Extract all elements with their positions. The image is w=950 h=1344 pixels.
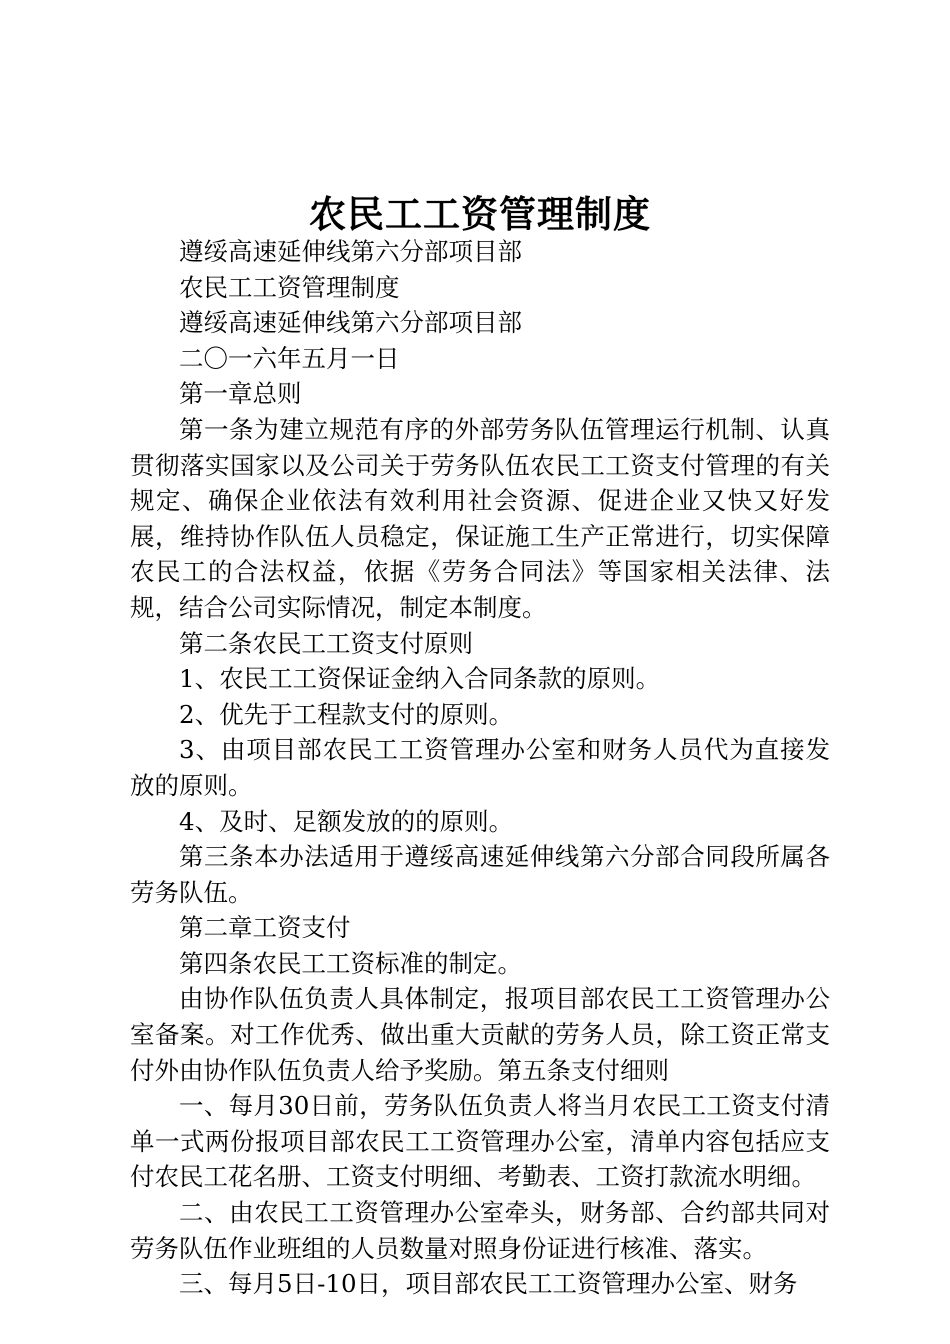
chapter-heading-2: 第二章工资支付 [179, 913, 351, 943]
principle-3: 3、由项目部农民工工资管理办公室和财务人员代为直接发放的原则。 [130, 735, 830, 800]
paragraph-issuer: 遵绥高速延伸线第六分部项目部 [179, 308, 522, 338]
principle-4: 4、及时、足额发放的的原则。 [179, 806, 514, 836]
payment-rule-1: 一、每月30日前，劳务队伍负责人将当月农民工工资支付清单一式两份报项目部农民工工资管理办公室，清单内容包括应支付农民工花名册、工资支付明细、考勤表、工资打款流水明细。 [130, 1091, 830, 1192]
paragraph-project-name: 遵绥高速延伸线第六分部项目部 [179, 237, 522, 266]
document-title: 农民工工资管理制度 [309, 192, 651, 236]
article-1: 第一条为建立规范有序的外部劳务队伍管理运行机制、认真贯彻落实国家以及公司关于劳务队伍农民工工资支付管理的有关规定、确保企业依法有效利用社会资源、促进企业又快又好发展，维持协作队伍人员稳定，保证施工生产正常进行，切实保障农民工的合法权益，依据《劳务合同法》等国家相关法律、法规，结合公司实际情况，制定本制度。 [130, 414, 830, 622]
principle-2: 2、优先于工程款支付的原则。 [179, 699, 514, 729]
article-4-body: 由协作队伍负责人具体制定，报项目部农民工工资管理办公室备案。对工作优秀、做出重大贡献的劳务人员，除工资正常支付外由协作队伍负责人给予奖励。第五条支付细则 [130, 984, 830, 1085]
paragraph-date: 二〇一六年五月一日 [179, 343, 400, 373]
document-body [130, 234, 830, 1302]
chapter-heading-1: 第一章总则 [179, 379, 302, 409]
article-2-heading: 第二条农民工工资支付原则 [179, 628, 473, 658]
article-3: 第三条本办法适用于遵绥高速延伸线第六分部合同段所属各劳务队伍。 [130, 842, 830, 907]
article-4-heading: 第四条农民工工资标准的制定。 [179, 948, 522, 978]
payment-rule-3: 三、每月5日-10日，项目部农民工工资管理办公室、财务 [179, 1269, 798, 1299]
principle-1: 1、农民工工资保证金纳入合同条款的原则。 [179, 664, 661, 694]
paragraph-subtitle: 农民工工资管理制度 [179, 272, 400, 302]
payment-rule-2: 二、由农民工工资管理办公室牵头，财务部、合约部共同对劳务队伍作业班组的人员数量对照身份证进行核准、落实。 [130, 1198, 830, 1263]
